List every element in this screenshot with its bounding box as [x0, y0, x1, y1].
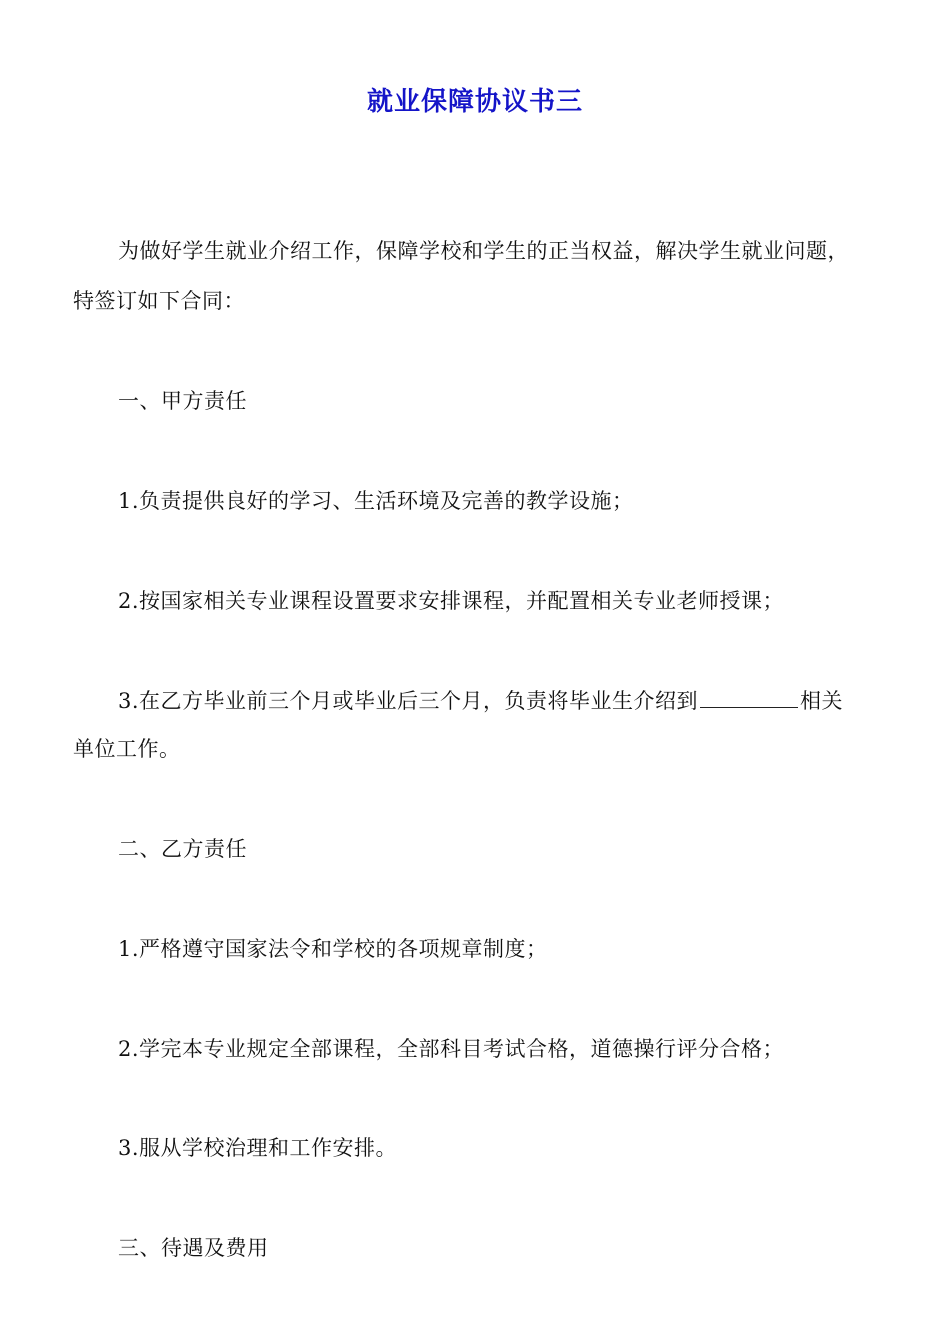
party-b-item-1: 1.严格遵守国家法令和学校的各项规章制度； [118, 937, 548, 961]
intro-paragraph-line-1: 为做好学生就业介绍工作，保障学校和学生的正当权益，解决学生就业问题， [118, 239, 849, 263]
party-b-item-2: 2.学完本专业规定全部课程，全部科目考试合格，道德操行评分合格； [118, 1037, 785, 1061]
party-a-item-3-text-end: 相关 [800, 689, 844, 713]
section-heading-treatment-fees: 三、待遇及费用 [118, 1236, 269, 1260]
fill-in-blank[interactable] [700, 685, 798, 708]
intro-paragraph-line-2: 特签订如下合同： [73, 289, 245, 313]
party-a-item-3-line-1 [118, 685, 843, 716]
section-heading-party-a: 一、甲方责任 [118, 389, 247, 413]
party-a-item-3-line-2: 单位工作。 [73, 737, 181, 761]
party-a-item-2: 2.按国家相关专业课程设置要求安排课程，并配置相关专业老师授课； [118, 589, 785, 613]
document-title: 就业保障协议书三 [366, 87, 583, 117]
party-a-item-3-text: 3.在乙方毕业前三个月或毕业后三个月，负责将毕业生介绍到 [118, 689, 699, 713]
party-a-item-1: 1.负责提供良好的学习、生活环境及完善的教学设施； [118, 489, 634, 513]
section-heading-party-b: 二、乙方责任 [118, 837, 247, 861]
party-b-item-3: 3.服从学校治理和工作安排。 [118, 1136, 398, 1160]
